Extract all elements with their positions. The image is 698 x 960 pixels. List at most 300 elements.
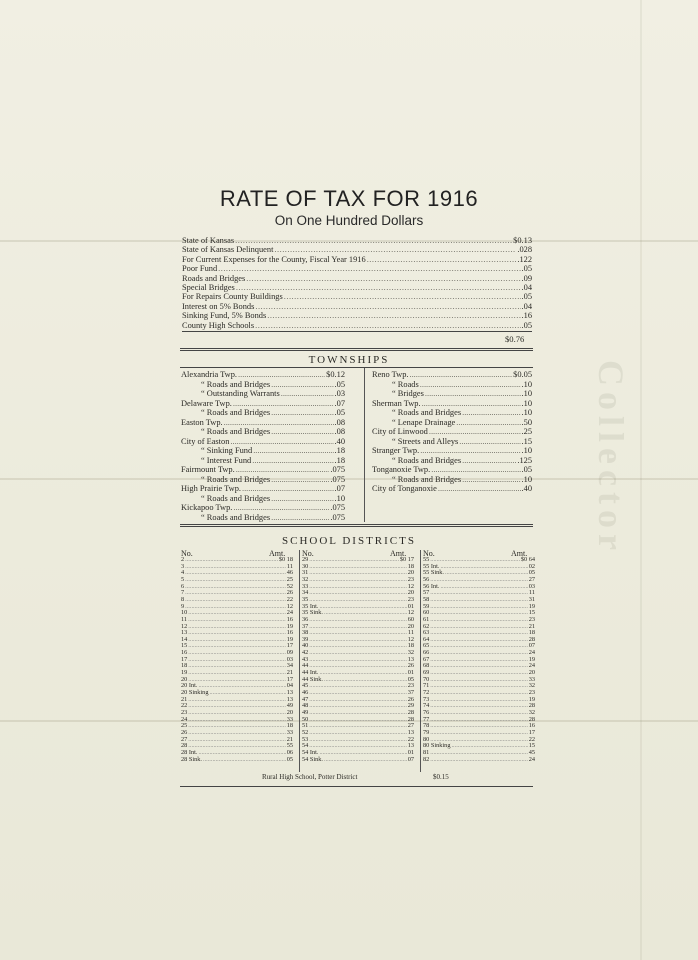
rate-value: .04 — [521, 301, 532, 311]
township-row — [372, 475, 532, 485]
rate-row — [182, 274, 532, 283]
district-amount: 12 — [407, 609, 414, 617]
township-value: $0.12 — [326, 370, 345, 379]
township-label: City of Linwood — [372, 427, 428, 436]
district-row — [181, 757, 293, 764]
township-value: .07 — [334, 484, 345, 493]
district-no: 61 — [423, 615, 430, 623]
leader-dots — [451, 743, 527, 750]
district-amount: 49 — [286, 702, 293, 710]
district-row — [423, 757, 535, 764]
leader-dots — [198, 750, 285, 757]
district-no: 78 — [423, 722, 430, 730]
district-row — [423, 743, 535, 750]
leader-dots — [430, 577, 527, 584]
district-no: 74 — [423, 702, 430, 710]
district-no: 19 — [181, 669, 188, 677]
district-no: 45 — [302, 682, 309, 690]
district-no: 46 — [302, 689, 309, 696]
district-no: 5 — [181, 575, 185, 583]
township-row — [372, 465, 532, 475]
district-no: 62 — [423, 622, 430, 630]
district-row — [181, 743, 293, 750]
district-amount: 13 — [286, 689, 293, 696]
district-no: 40 — [302, 642, 309, 650]
leader-dots — [188, 743, 285, 750]
district-row — [302, 663, 414, 670]
district-amount: 04 — [286, 682, 293, 690]
district-no: 77 — [423, 715, 430, 723]
divider — [180, 526, 533, 527]
leader-dots — [252, 456, 333, 466]
district-amount: $0 64 — [520, 556, 535, 563]
district-amount: 15 — [528, 609, 535, 617]
leader-dots — [319, 750, 406, 757]
district-amount: 13 — [407, 742, 414, 750]
township-row — [181, 484, 345, 494]
township-value: .08 — [334, 417, 345, 427]
district-amount: 17 — [286, 642, 293, 650]
district-no: 73 — [423, 695, 430, 703]
district-no: 60 — [423, 609, 430, 617]
district-amount: 24 — [528, 755, 535, 763]
township-value: .03 — [334, 389, 345, 398]
district-no: 20 Sinking — [181, 689, 209, 696]
district-amount: 16 — [528, 722, 535, 730]
district-amount: 17 — [286, 675, 293, 683]
leader-dots — [440, 584, 527, 591]
township-label: City of Tonganoxie — [372, 484, 437, 493]
leader-dots — [253, 446, 333, 456]
district-no: 63 — [423, 629, 430, 637]
district-row — [302, 730, 414, 737]
township-value: .10 — [521, 446, 532, 455]
district-no: 28 Sink. — [181, 755, 202, 763]
township-row — [372, 484, 532, 494]
district-row — [181, 643, 293, 650]
township-value: .07 — [334, 398, 345, 408]
leader-dots — [271, 475, 329, 485]
district-no: 29 — [302, 556, 309, 563]
leader-dots — [230, 437, 333, 447]
district-amount: 20 — [286, 708, 293, 716]
rate-value: .16 — [521, 311, 532, 321]
leader-dots — [188, 730, 285, 737]
district-no: 13 — [181, 629, 188, 637]
township-label: “ Roads and Bridges — [201, 408, 271, 417]
district-amount: 20 — [407, 622, 414, 630]
rate-value: .028 — [517, 245, 532, 255]
district-amount: 13 — [407, 728, 414, 736]
district-no: 43 — [302, 655, 309, 663]
district-no: 33 — [302, 582, 309, 590]
district-no: 30 — [302, 562, 309, 570]
township-label: Alexandria Twp. — [181, 370, 238, 379]
district-no: 42 — [302, 649, 309, 657]
district-amount: 24 — [528, 662, 535, 670]
district-amount: 23 — [528, 689, 535, 696]
leader-dots — [224, 418, 334, 428]
district-no: 82 — [423, 755, 430, 763]
district-amount: 28 — [407, 715, 414, 723]
leader-dots — [281, 389, 334, 399]
leader-dots — [188, 677, 285, 684]
district-amount: 32 — [407, 649, 414, 657]
township-row — [372, 437, 532, 447]
district-amount: 45 — [528, 748, 535, 756]
leader-dots — [309, 597, 406, 604]
leader-dots — [218, 264, 520, 273]
district-row — [302, 584, 414, 591]
township-row — [181, 399, 345, 409]
leader-dots — [309, 697, 406, 704]
column-header-amt: Amt. — [390, 549, 407, 558]
rate-row — [182, 283, 532, 292]
district-amount: 29 — [407, 702, 414, 710]
district-amount: 13 — [286, 695, 293, 703]
district-no: 21 — [181, 695, 188, 703]
district-row — [423, 697, 535, 704]
township-value: .10 — [521, 379, 532, 389]
leader-dots — [420, 446, 520, 456]
district-amount: 19 — [286, 622, 293, 630]
page-subtitle: On One Hundred Dollars — [274, 213, 424, 228]
district-no: 64 — [423, 635, 430, 643]
district-row — [181, 584, 293, 591]
township-label: Tonganoxie Twp. — [372, 465, 431, 474]
leader-dots — [309, 683, 406, 690]
district-row — [423, 710, 535, 717]
district-amount: 33 — [286, 728, 293, 736]
district-no: 25 — [181, 722, 188, 730]
district-amount: 27 — [407, 722, 414, 730]
district-no: 28 — [181, 742, 188, 750]
leader-dots — [271, 380, 333, 390]
district-row — [302, 683, 414, 690]
district-row — [302, 697, 414, 704]
township-label: Sherman Twp. — [372, 398, 421, 408]
township-row — [181, 389, 345, 399]
district-no: 51 — [302, 722, 309, 730]
leader-dots — [236, 283, 521, 292]
leader-dots — [309, 663, 406, 670]
leader-dots — [324, 610, 407, 617]
leader-dots — [255, 321, 520, 330]
district-row — [423, 577, 535, 584]
district-amount: 32 — [528, 708, 535, 716]
township-label: City of Easton — [181, 436, 230, 446]
district-row — [423, 683, 535, 690]
rate-label: State of Kansas — [182, 236, 235, 245]
district-amount: 27 — [528, 575, 535, 583]
leader-dots — [367, 255, 517, 264]
district-row — [181, 630, 293, 637]
district-amount: 05 — [528, 569, 535, 577]
district-amount: 17 — [528, 728, 535, 736]
leader-dots — [267, 311, 520, 320]
district-no: 72 — [423, 689, 430, 696]
district-amount: 19 — [528, 602, 535, 610]
district-amount: 05 — [286, 755, 293, 763]
leader-dots — [440, 564, 527, 571]
leader-dots — [185, 584, 286, 591]
township-label: “ Bridges — [392, 389, 424, 398]
township-label: “ Roads and Bridges — [201, 493, 271, 503]
leader-dots — [188, 643, 285, 650]
district-amount: 13 — [407, 655, 414, 663]
district-no: 54 Int. — [302, 748, 319, 756]
district-no: 68 — [423, 662, 430, 670]
leader-dots — [430, 717, 527, 724]
district-no: 16 — [181, 649, 188, 657]
district-amount: 22 — [528, 735, 535, 743]
township-label: Kickapoo Twp. — [181, 503, 233, 512]
district-no: 22 — [181, 702, 188, 710]
leader-dots — [456, 418, 520, 428]
district-amount: 22 — [286, 595, 293, 603]
district-amount: 55 — [286, 742, 293, 750]
township-label: High Prairie Twp. — [181, 484, 241, 493]
township-row — [372, 380, 532, 390]
district-amount: 20 — [407, 569, 414, 577]
leader-dots — [409, 370, 512, 380]
township-row — [372, 389, 532, 399]
leader-dots — [422, 399, 521, 409]
district-no: 69 — [423, 669, 430, 677]
district-amount: 24 — [286, 609, 293, 617]
leader-dots — [309, 743, 406, 750]
district-amount: 12 — [286, 602, 293, 610]
column-divider — [420, 550, 421, 772]
leader-dots — [431, 465, 520, 475]
township-label: “ Roads and Bridges — [201, 512, 271, 522]
district-no: 11 — [181, 615, 188, 623]
column-divider — [364, 368, 365, 522]
township-row — [372, 456, 532, 466]
district-amount: 21 — [528, 622, 535, 630]
township-label: “ Roads and Bridges — [392, 455, 462, 465]
district-row — [181, 697, 293, 704]
district-amount: 52 — [286, 582, 293, 590]
leader-dots — [309, 630, 407, 637]
district-no: 39 — [302, 635, 309, 643]
leader-dots — [429, 427, 521, 437]
divider — [180, 524, 533, 525]
district-no: 56 Int. — [423, 582, 440, 590]
district-amount: 20 — [528, 669, 535, 677]
townships-heading: TOWNSHIPS — [308, 354, 390, 366]
district-no: 54 — [302, 742, 309, 750]
district-amount: 28 — [528, 702, 535, 710]
district-amount: 07 — [407, 755, 414, 763]
district-amount: 19 — [528, 695, 535, 703]
district-amount: 20 — [407, 589, 414, 597]
leader-dots — [430, 630, 527, 637]
township-row — [181, 513, 345, 523]
township-value: .18 — [334, 446, 345, 455]
district-row — [423, 630, 535, 637]
district-no: 44 Sink. — [302, 675, 323, 683]
district-row — [423, 597, 535, 604]
district-no: 27 — [181, 735, 188, 743]
township-row — [372, 408, 532, 418]
district-row — [302, 757, 414, 764]
district-amount: 12 — [407, 582, 414, 590]
township-value: .10 — [521, 389, 532, 398]
rate-label: Poor Fund — [182, 264, 218, 274]
district-amount: 18 — [407, 642, 414, 650]
district-amount: 60 — [407, 615, 414, 623]
leader-dots — [309, 710, 406, 717]
district-amount: 23 — [407, 575, 414, 583]
district-no: 24 — [181, 715, 188, 723]
township-label: “ Lenape Drainage — [392, 417, 456, 427]
district-row — [181, 730, 293, 737]
district-row — [302, 617, 414, 624]
leader-dots — [188, 697, 285, 704]
district-no: 79 — [423, 728, 430, 736]
district-row — [423, 617, 535, 624]
district-no: 80 — [423, 735, 430, 743]
leader-dots — [309, 564, 406, 571]
district-row — [181, 597, 293, 604]
rate-label: County High Schools — [182, 320, 255, 330]
leader-dots — [233, 503, 329, 513]
leader-dots — [462, 456, 516, 466]
district-no: 57 — [423, 589, 430, 597]
district-amount: 23 — [528, 615, 535, 623]
district-row — [423, 643, 535, 650]
township-row — [372, 446, 532, 456]
district-no: 52 — [302, 728, 309, 736]
district-amount: 03 — [286, 655, 293, 663]
column-header-no: No. — [302, 549, 314, 558]
leader-dots — [284, 292, 521, 301]
district-amount: 26 — [407, 695, 414, 703]
divider — [180, 350, 533, 351]
bleed-through-text: Collector — [591, 360, 631, 556]
district-amount: 23 — [407, 595, 414, 603]
leader-dots — [271, 494, 333, 504]
township-value: .10 — [334, 493, 345, 503]
leader-dots — [236, 465, 330, 475]
township-value: .40 — [334, 436, 345, 446]
township-value: .05 — [334, 408, 345, 417]
rate-value: .09 — [521, 273, 532, 283]
leader-dots — [309, 643, 406, 650]
leader-dots — [185, 597, 286, 604]
column-header-amt: Amt. — [269, 549, 286, 558]
district-no: 55 — [423, 556, 430, 563]
district-no: 28 Int. — [181, 748, 198, 756]
district-row — [302, 743, 414, 750]
district-amount: 24 — [528, 649, 535, 657]
township-row — [181, 465, 345, 475]
district-amount: 33 — [286, 715, 293, 723]
leader-dots — [430, 643, 527, 650]
rate-row — [182, 292, 532, 301]
leader-dots — [462, 475, 520, 485]
township-label: “ Streets and Alleys — [392, 436, 459, 446]
district-no: 2 — [181, 556, 185, 563]
district-no: 55 Sink. — [423, 569, 444, 577]
leader-dots — [203, 757, 286, 764]
leader-dots — [233, 399, 334, 409]
rate-row — [182, 264, 532, 273]
township-value: .25 — [521, 427, 532, 436]
district-amount: 16 — [286, 615, 293, 623]
district-amount: 11 — [286, 562, 293, 570]
district-no: 17 — [181, 655, 188, 663]
leader-dots — [246, 274, 520, 283]
district-no: 67 — [423, 655, 430, 663]
district-amount: 01 — [407, 669, 414, 677]
township-value: .18 — [334, 455, 345, 465]
leader-dots — [185, 564, 286, 571]
township-label: “ Roads and Bridges — [201, 379, 271, 389]
district-row — [302, 677, 414, 684]
district-amount: 15 — [528, 742, 535, 750]
district-amount: 11 — [528, 589, 535, 597]
district-amount: 19 — [286, 635, 293, 643]
leader-dots — [309, 717, 406, 724]
district-row — [423, 610, 535, 617]
township-value: .075 — [330, 512, 345, 522]
district-no: 59 — [423, 602, 430, 610]
district-amount: 22 — [407, 735, 414, 743]
rate-value: $0.13 — [513, 236, 532, 245]
district-amount: 46 — [286, 569, 293, 577]
township-value: .08 — [334, 427, 345, 436]
district-no: 49 — [302, 708, 309, 716]
leader-dots — [188, 610, 285, 617]
district-row — [181, 710, 293, 717]
divider — [180, 367, 533, 368]
district-no: 14 — [181, 635, 188, 643]
township-row — [181, 380, 345, 390]
district-amount: 31 — [528, 595, 535, 603]
rate-label: For Repairs County Buildings — [182, 292, 283, 302]
township-value: .40 — [521, 484, 532, 493]
township-value: .05 — [521, 465, 532, 474]
column-header-no: No. — [423, 549, 435, 558]
leader-dots — [430, 677, 527, 684]
district-amount: 18 — [528, 629, 535, 637]
township-row — [372, 427, 532, 437]
rate-label: Roads and Bridges — [182, 273, 246, 283]
district-no: 23 — [181, 708, 188, 716]
district-no: 10 — [181, 609, 188, 617]
leader-dots — [188, 650, 285, 657]
district-no: 36 — [302, 615, 309, 623]
district-amount: 33 — [528, 675, 535, 683]
district-no: 35 Sink. — [302, 609, 323, 617]
leader-dots — [309, 730, 406, 737]
township-label: Delaware Twp. — [181, 398, 232, 408]
district-row — [302, 650, 414, 657]
leader-dots — [188, 617, 286, 624]
leader-dots — [238, 370, 325, 380]
district-amount: 16 — [286, 629, 293, 637]
district-no: 71 — [423, 682, 430, 690]
district-no: 9 — [181, 602, 185, 610]
district-no: 37 — [302, 622, 309, 630]
column-header-amt: Amt. — [511, 549, 528, 558]
district-row — [181, 717, 293, 724]
leader-dots — [271, 513, 329, 523]
district-no: 18 — [181, 662, 188, 670]
leader-dots — [430, 683, 527, 690]
